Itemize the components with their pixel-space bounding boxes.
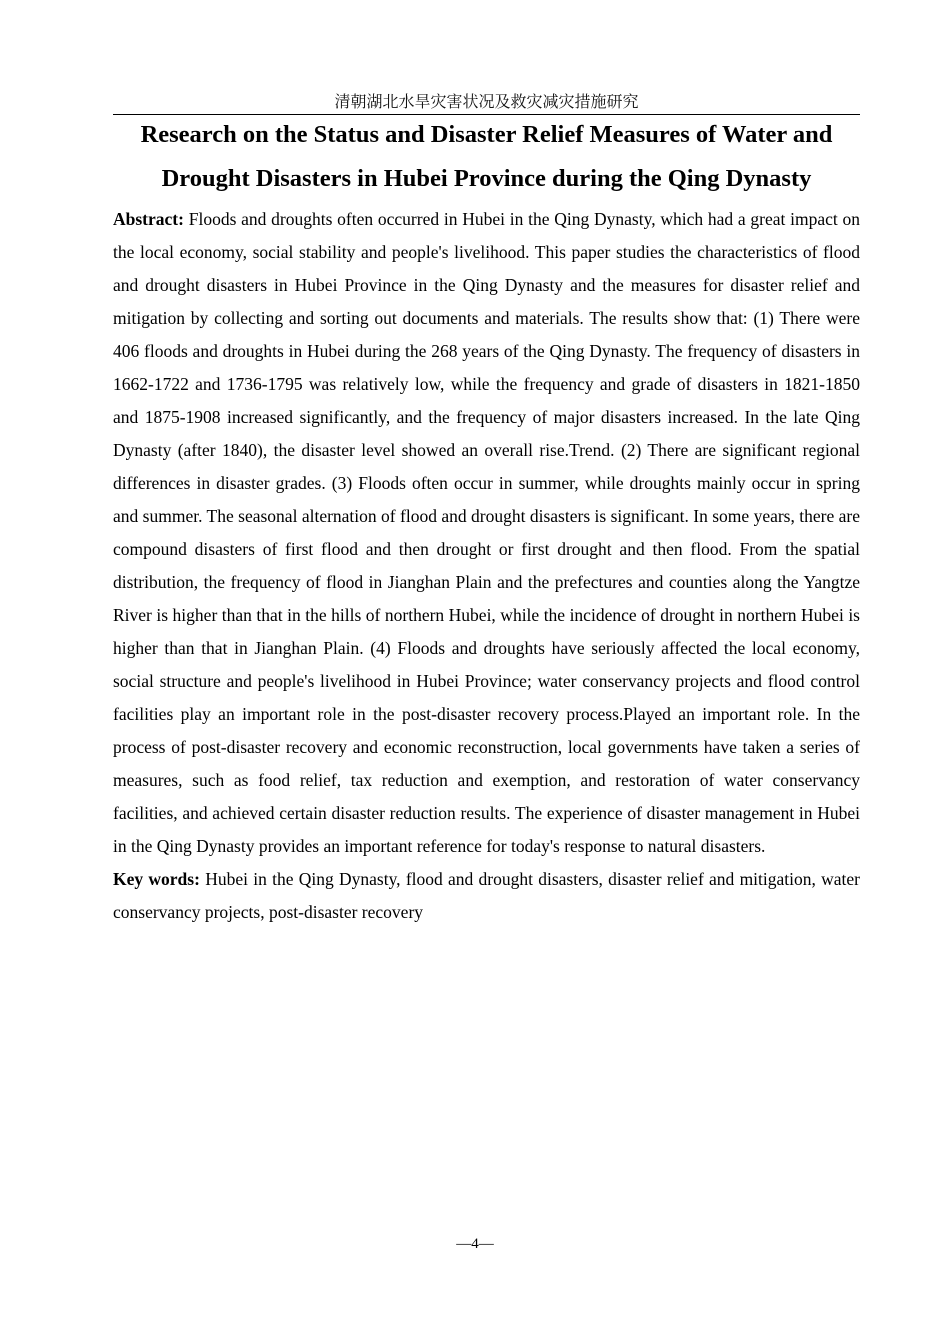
abstract-label: Abstract: (113, 209, 184, 229)
page-number: —4— (456, 1236, 494, 1252)
running-header: 清朝湖北水旱灾害状况及救灾减灾措施研究 (113, 90, 860, 115)
keywords-text: Hubei in the Qing Dynasty, flood and drought disasters, disaster relief and mitigation, water conservancy projects, post-disaster recovery (113, 869, 861, 922)
paper-body (113, 113, 860, 929)
keywords-label: Key words: (113, 869, 200, 889)
abstract-text: Floods and droughts often occurred in Hubei in the Qing Dynasty, which had a great impact on the local economy, social stability and people's livelihood. This paper studies the characteristics of flood and drought disasters in Hubei Province in the Qing Dynasty and the measures for disaster relief and mitigation by collecting and sorting out documents and materials. The results show that: (1) There were 406 floods and droughts in Hubei during the 268 years of the Qing Dynasty. The frequency of disasters in 1662-1722 and 1736-1795 was relatively low, while the frequency and grade of disasters in 1821-1850 and 1875-1908 increased significantly, and the frequency of major disasters increased. In the late Qing Dynasty (after 1840), the disaster level showed an overall rise.Trend. (2) There are significant regional differences in disaster grades. (3) Floods often occur in summer, while droughts mainly occur in spring and summer. The seasonal alternation of flood and drought disasters is significant. In some years, there are compound disasters of first flood and then drought or first drought and then flood. From the spatial distribution, the frequency of flood in Jianghan Plain and the prefectures and counties along the Yangtze River is higher than that in the hills of northern Hubei, while the incidence of drought in northern Hubei is higher than that in Jianghan Plain. (4) Floods and droughts have seriously affected the local economy, social structure and people's livelihood in Hubei Province; water conservancy projects and flood control facilities play an important role in the post-disaster recovery process.Played an important role. In the process of post-disaster recovery and economic reconstruction, local governments have taken a series of measures, such as food relief, tax reduction and exemption, and restoration of water conservancy facilities, and achieved certain disaster reduction results. The experience of disaster management in Hubei in the Qing Dynasty provides an important reference for today's response to natural disasters. (113, 209, 861, 856)
paper-title: Research on the Status and Disaster Relief Measures of Water and Drought Disasters in Hubei Province during the Qing Dynasty (140, 121, 833, 192)
keywords-paragraph (113, 863, 860, 929)
abstract-paragraph (113, 203, 860, 863)
